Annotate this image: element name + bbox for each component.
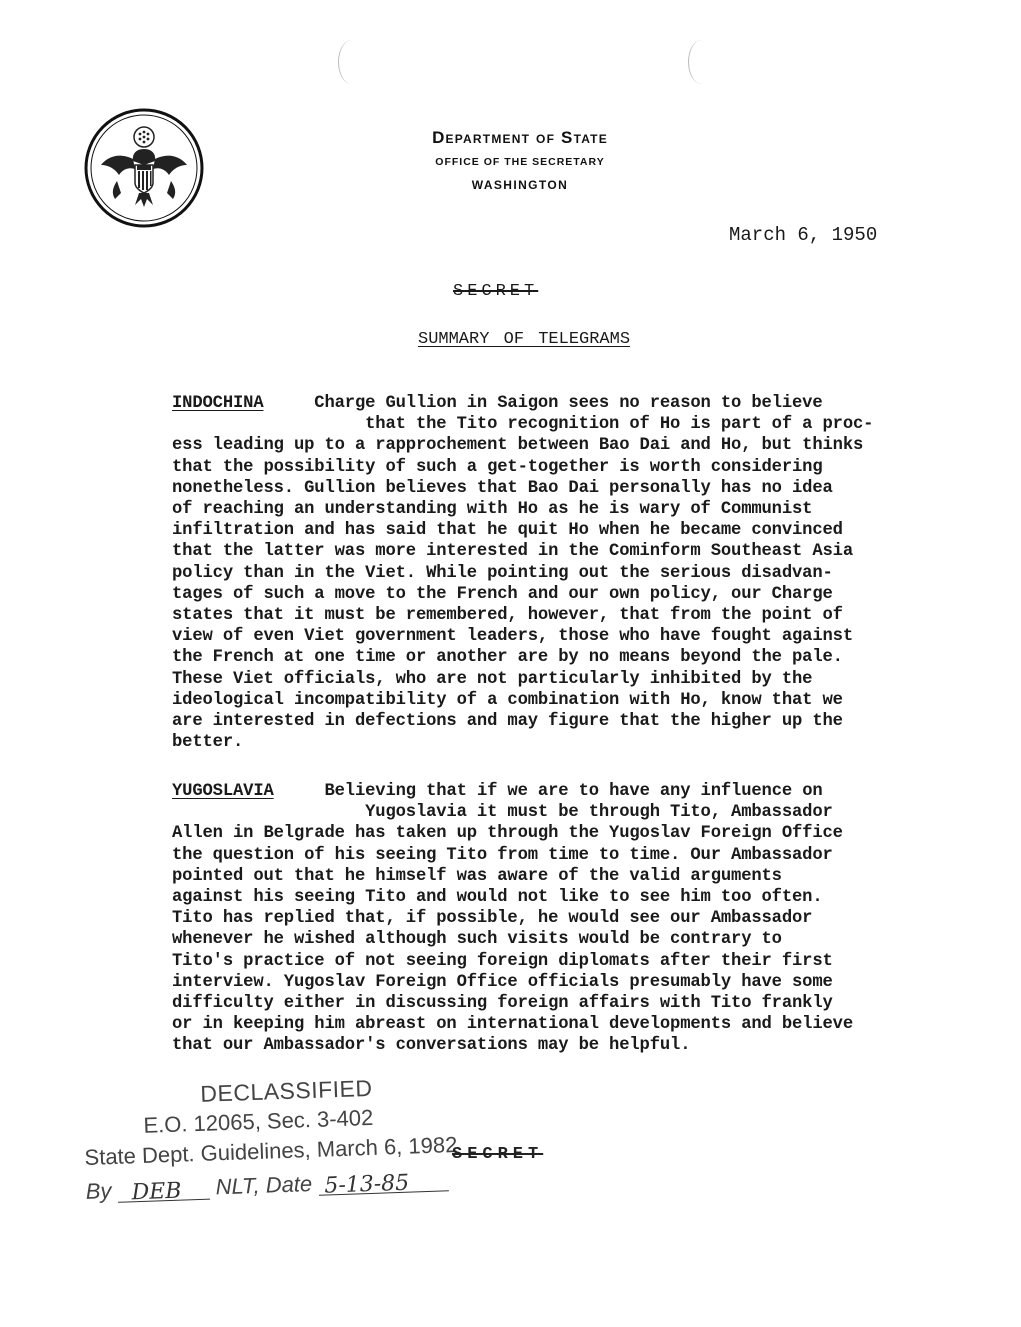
stamp-nlt-date-label: NLT, Date xyxy=(215,1171,313,1200)
department-seal-icon xyxy=(83,107,205,229)
text-line: better. xyxy=(172,733,244,753)
office-name: OFFICE OF THE SECRETARY xyxy=(435,156,605,168)
section-first-line: Believing that if we are to have any influence on xyxy=(273,782,823,801)
section-first-line: Charge Gullion in Saigon sees no reason to believe xyxy=(263,394,823,413)
signature-line xyxy=(117,1177,210,1206)
stamp-guidelines: State Dept. Guidelines, March 6, 1982 xyxy=(84,1131,458,1170)
stamp-declassified: DECLASSIFIED xyxy=(199,1074,373,1107)
text-line: Allen in Belgrade has taken up through the Yugoslav Foreign Office xyxy=(172,824,843,844)
text-line: the question of his seeing Tito from time to time. Our Ambassador xyxy=(172,845,833,865)
text-line: interview. Yugoslav Foreign Office officials presumably have some xyxy=(172,972,833,992)
section-indochina xyxy=(172,393,912,753)
handwritten-date: 5-13-85 xyxy=(323,1170,410,1199)
text-line: against his seeing Tito and would not like to see him too often. xyxy=(172,888,823,908)
letterhead xyxy=(330,128,710,192)
text-line: the French at one time or another are by no means beyond the pale. xyxy=(172,648,843,668)
text-line: ess leading up to a rapprochement between Bao Dai and Ho, but thinks xyxy=(172,436,864,456)
text-line: tages of such a move to the French and our own policy, our Charge xyxy=(172,584,833,604)
text-line: policy than in the Viet. While pointing out the serious disadvan- xyxy=(172,563,833,583)
text-line: infiltration and has said that he quit Ho when he became convinced xyxy=(172,521,843,541)
text-line: ideological incompatibility of a combination with Ho, know that we xyxy=(172,690,843,710)
text-line: are interested in defections and may figure that the higher up the xyxy=(172,712,843,732)
document-title: SUMMARY OF TELEGRAMS xyxy=(418,330,631,349)
classification-marking-top: SECRET xyxy=(453,282,539,301)
stamp-by-label: By xyxy=(85,1178,112,1204)
text-line: of reaching an understanding with Ho as he is wary of Communist xyxy=(172,500,813,520)
handwritten-initials: DEB xyxy=(131,1178,182,1206)
text-line: or in keeping him abreast on international developments and believe xyxy=(172,1015,854,1035)
text-line: states that it must be remembered, however, that from the point of xyxy=(172,606,843,626)
city-name: WASHINGTON xyxy=(471,178,569,192)
text-line: that the possibility of such a get-together is worth considering xyxy=(172,457,823,477)
document-date: March 6, 1950 xyxy=(729,224,878,246)
text-line: pointed out that he himself was aware of the valid arguments xyxy=(172,866,782,886)
text-line: difficulty either in discussing foreign affairs with Tito frankly xyxy=(172,994,833,1014)
stamp-executive-order: E.O. 12065, Sec. 3-402 xyxy=(143,1104,374,1138)
text-line: that our Ambassador's conversations may be helpful. xyxy=(172,1036,691,1056)
text-line: nonetheless. Gullion believes that Bao Dai personally has no idea xyxy=(172,478,833,498)
classification-marking-bottom: SECRET xyxy=(452,1145,544,1164)
text-line: Tito has replied that, if possible, he would see our Ambassador xyxy=(172,909,813,929)
section-yugoslavia xyxy=(172,781,912,1057)
punch-hole-mark xyxy=(338,40,365,84)
text-line: Tito's practice of not seeing foreign diplomats after their first xyxy=(172,951,833,971)
text-line: These Viet officials, who are not particularly inhibited by the xyxy=(172,669,813,689)
date-line xyxy=(318,1168,449,1199)
section-heading: INDOCHINA xyxy=(172,394,264,413)
text-line: that the Tito recognition of Ho is part of a proc- xyxy=(172,415,874,435)
text-line: whenever he wished although such visits would be contrary to xyxy=(172,930,782,950)
stamp-authorization-line xyxy=(85,1166,448,1205)
text-line: view of even Viet government leaders, those who have fought against xyxy=(172,627,854,647)
section-heading: YUGOSLAVIA xyxy=(172,782,274,801)
punch-hole-mark xyxy=(688,40,715,84)
text-line: Yugoslavia it must be through Tito, Ambassador xyxy=(172,803,833,823)
department-name: Department of State xyxy=(432,128,608,147)
text-line: that the latter was more interested in the Cominform Southeast Asia xyxy=(172,542,854,562)
